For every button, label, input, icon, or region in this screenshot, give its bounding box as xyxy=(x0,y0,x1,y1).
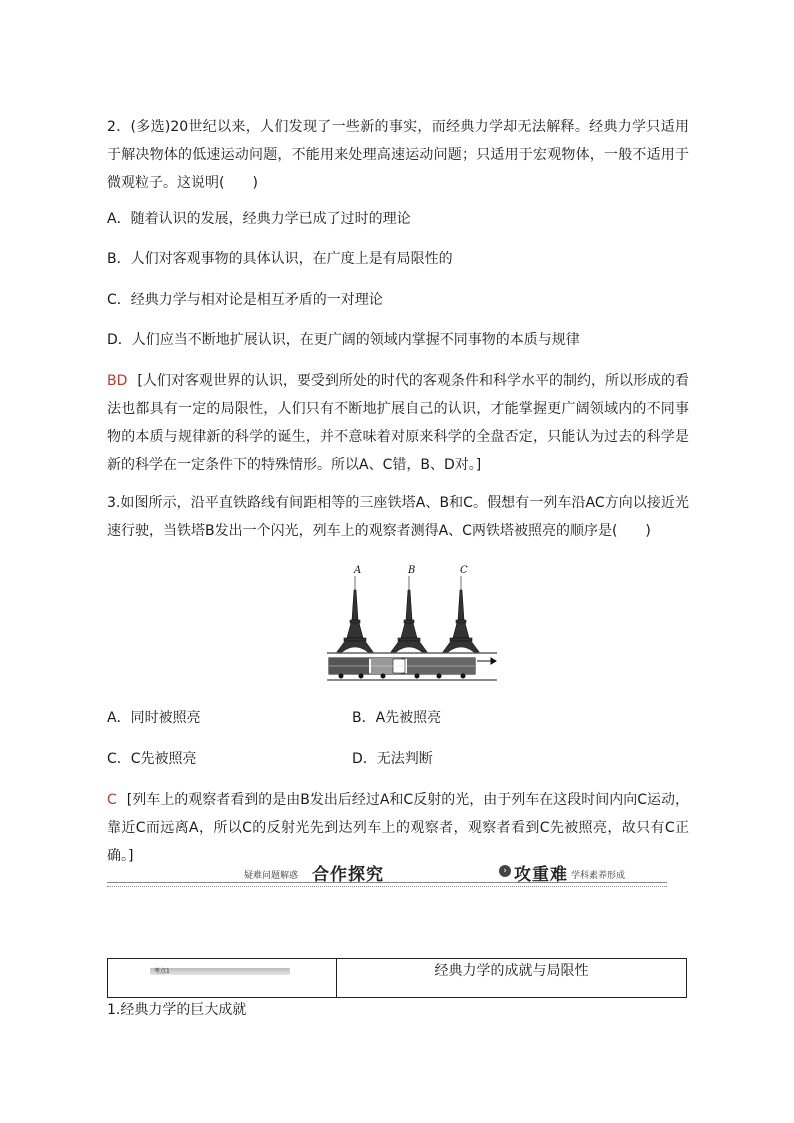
q2-answer-block xyxy=(107,367,689,479)
topic-title: 经典力学的成就与局限性 xyxy=(434,963,589,979)
direction-arrow xyxy=(477,658,496,664)
tower-a xyxy=(337,576,373,652)
q3-explanation: [列车上的观察者看到的是由B发出后经过A和C反射的光，由于列车在这段时间内向C运动，靠近C而远离A，所以C的反射光先到达列车上的观察者，观察者看到C先被照亮，故只有C正确。] xyxy=(107,792,689,864)
q2-option-b: B．人们对客观事物的具体认识，在广度上是有局限性的 xyxy=(107,251,453,267)
q2-option-d: D．人们应当不断地扩展认识，在更广阔的领域内掌握不同事物的本质与规律 xyxy=(107,332,580,348)
topic-table xyxy=(107,958,687,998)
q2-option-a: A．随着认识的发展，经典力学已成了过时的理论 xyxy=(107,211,411,227)
chevron-right-icon: › xyxy=(499,865,511,877)
q3-option-a: A．同时被照亮 xyxy=(107,710,201,726)
tower-train-figure xyxy=(327,560,497,686)
section-banner xyxy=(107,858,667,888)
q3-option-d: D．无法判断 xyxy=(352,751,433,767)
banner-right-caption: 学科素养形成 xyxy=(571,871,626,881)
q2-stem: 2．(多选)20世纪以来，人们发现了一些新的事实，而经典力学却无法解释。经典力学只适用于解决物体的低速运动问题，不能用来处理高速运动问题；只适用于宏观物体，一般不适用于微观粒子。这说明( ) xyxy=(107,119,689,191)
tower-label-c: C xyxy=(460,565,468,576)
train xyxy=(329,658,475,679)
q2-option-c: C．经典力学与相对论是相互矛盾的一对理论 xyxy=(107,292,383,308)
banner-title-1: 合作探究 xyxy=(312,865,384,885)
tower-c xyxy=(443,576,479,652)
tower-label-b: B xyxy=(408,565,416,576)
q3-option-b: B．A先被照亮 xyxy=(352,710,442,726)
topic-tag-cell xyxy=(108,959,337,997)
banner-title-2: 攻重难 xyxy=(514,865,568,885)
q3-answer: C xyxy=(107,792,117,808)
q3-option-c: C．C先被照亮 xyxy=(107,751,197,767)
section-subhead: 1.经典力学的巨大成就 xyxy=(107,1002,247,1018)
banner-left-caption: 疑难问题解惑 xyxy=(244,871,299,881)
tower-label-a: A xyxy=(354,565,362,576)
q2-answer: BD xyxy=(107,373,128,389)
q3-stem: 3.如图所示，沿平直铁路线有间距相等的三座铁塔A、B和C。假想有一列车沿AC方向以接近光速行驶，当铁塔B发出一个闪光，列车上的观察者测得A、C两铁塔被照亮的顺序是( ) xyxy=(107,495,689,539)
topic-tag: 考点1 xyxy=(150,968,290,975)
tower-train-diagram xyxy=(327,560,497,686)
tower-b xyxy=(391,576,427,652)
q2-explanation: [人们对客观世界的认识，要受到所处的时代的客观条件和科学水平的制约，所以形成的看法也都具有一定的局限性，人们只有不断地扩展自己的认识，才能掌握更广阔领域内的不同事物的本质与规律新的科学的诞生，并不意味着对原来科学的全盘否定，只能认为过去的科学是新的科学在一定条件下的特殊情形。所以A、C错，B、D对。] xyxy=(107,373,689,473)
banner-divider xyxy=(107,882,667,887)
